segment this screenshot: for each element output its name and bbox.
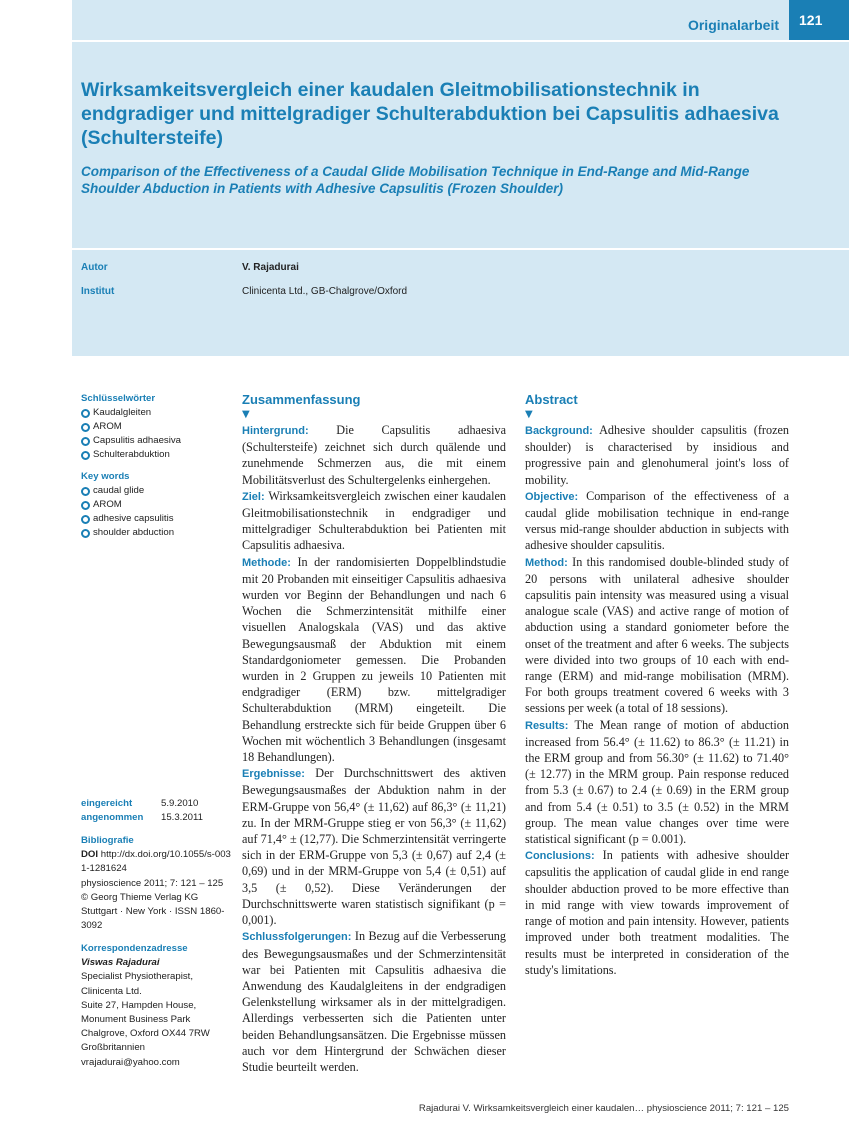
- section-text: Adhesive shoulder capsulitis (frozen shoulder) is characterised by insidious and progressive pain and glenohumeral joint's loss of mobility.: [525, 423, 789, 487]
- keyword: Capsulitis adhaesiva: [93, 435, 181, 446]
- section-paragraph: [525, 422, 789, 488]
- section-text: Wirksamkeitsvergleich zwischen einer kaudalen Gleitmobilisationstechnik in endgradiger und mittelgradiger Schulterabduktion bei Patienten mit Capsulitis adhaesiva.: [242, 488, 507, 553]
- article-subtitle: Comparison of the Effectiveness of a Caudal Glide Mobilisation Technique in End-Range and Mid-Range Shoulder Abduction in Patients with Adhesive Capsulitis (Frozen Shoulder): [81, 164, 750, 196]
- section-label: Objective:: [525, 490, 579, 503]
- keywords-sidebar: [81, 392, 231, 540]
- bullet-icon: [81, 529, 90, 538]
- received-date: 5.9.2010: [161, 798, 199, 809]
- address-line: Monument Business Park: [81, 1014, 191, 1026]
- keyword: AROM: [93, 499, 122, 510]
- correspondence-heading: Korrespondenzadresse: [81, 943, 188, 954]
- bibliography-heading: Bibliografie: [81, 835, 134, 846]
- section-label: Method:: [525, 556, 568, 569]
- list-item: [81, 406, 231, 420]
- accepted-row: [81, 811, 203, 825]
- keyword: Kaudalgleiten: [93, 407, 152, 418]
- section-label: Conclusions:: [525, 850, 595, 863]
- section-paragraph: [242, 488, 506, 554]
- list-item: [81, 512, 231, 526]
- list-item: [81, 498, 231, 512]
- institute-label: Institut: [81, 286, 115, 297]
- doi-label: DOI: [81, 849, 99, 861]
- accepted-label: angenommen: [81, 812, 144, 823]
- author-name: V. Rajadurai: [242, 262, 299, 273]
- address-line: Chalgrove, Oxford OX44 7RW: [81, 1028, 210, 1040]
- keyword: Schulterabduktion: [93, 449, 170, 460]
- section-paragraph: [242, 765, 506, 928]
- page-number: 121: [789, 0, 849, 40]
- section-label: Background:: [525, 425, 593, 437]
- keywords-en-heading: Key words: [81, 471, 130, 482]
- institute-name: Clinicenta Ltd., GB-Chalgrove/Oxford: [242, 286, 408, 297]
- triangle-down-icon: ▼: [242, 409, 250, 420]
- section-text: In der randomisierten Doppelblindstudie mit 20 Probanden mit einseitiger Capsulitis adhaesiva wurden vor Beginn der Behandlungen und nach 6 Wochen die Schmerzintensität mithilfe einer visuellen Analogskala (VAS) und das aktive Bewegungsausmaß der Abduktion mit einem Standardgoniometer gemessen. Die Probanden wurden in 2 Gruppen zu jeweils 10 Patienten mit endgradiger (ERM) bzw. mittelgradiger Schulterabduktion (MRM) eingeteilt. Die Behandlung erstreckte sich für beide Gruppen über 6 Wochen mit wöchentlich 3 Behandlungen (insgesamt 18 Behandlungen).: [242, 554, 506, 765]
- correspondence-block: [81, 942, 231, 1070]
- accepted-date: 15.3.2011: [161, 812, 203, 823]
- bullet-icon: [81, 451, 90, 460]
- section-paragraph: [242, 422, 506, 488]
- bullet-icon: [81, 423, 90, 432]
- section-text: In patients with adhesive shoulder capsulitis the application of caudal glide in end range shoulder abduction proved to be more effective than in mid range with view towards improvement of range of motion and pain intensity. However, patients improved under both treatment modalities. The results must be interpreted in consideration of the study's limitations.: [525, 848, 789, 977]
- section-text: In this randomised double-blinded study of 20 persons with unilateral adhesive shoulder capsulitis pain intensity was measured using a visual analogue scale (VAS) and active range of motion of abduction using a standard goniometer before the onset of the treatment and after 6 weeks. The subjects were divided into two groups of 10 each with end-range (ERM) and mid-range mobilisation (MRM). For both groups treatment covered 6 weeks with 3 sessions per week (a total of 18 sessions).: [525, 554, 789, 716]
- section-text: Die Capsulitis adhaesiva (Schultersteife) zeichnet sich durch quälende und zunehmende Schmerzen aus, die mit einem Mobilitätsverlust des Schultergelenks einhergehen.: [242, 423, 507, 487]
- keywords-de-heading: Schlüsselwörter: [81, 393, 156, 404]
- list-item: [81, 434, 231, 448]
- bullet-icon: [81, 437, 90, 446]
- section-label: Results:: [525, 719, 569, 732]
- section-paragraph: [242, 928, 506, 1075]
- journal-citation: physioscience 2011; 7: 121 – 125 © Georg Thieme Verlag KG Stuttgart · New York · ISSN 1860-3092: [81, 877, 225, 932]
- bullet-icon: [81, 487, 90, 496]
- email-link[interactable]: vrajadurai@yahoo.com: [81, 1056, 180, 1068]
- doi-line: [81, 848, 231, 876]
- section-paragraph: [525, 717, 789, 848]
- keyword: shoulder abduction: [93, 527, 175, 538]
- list-item: [81, 448, 231, 462]
- triangle-down-icon: ▼: [525, 409, 533, 420]
- author-label: Autor: [81, 262, 108, 273]
- abstract-column: [525, 392, 789, 978]
- section-paragraph: [525, 488, 789, 554]
- section-paragraph: [525, 847, 789, 978]
- section-label: Originalarbeit: [687, 17, 779, 33]
- section-paragraph: [525, 554, 789, 717]
- keywords-de-list: [81, 406, 231, 462]
- bullet-icon: [81, 501, 90, 510]
- zusammenfassung-column: [242, 392, 506, 1075]
- list-item: [81, 484, 231, 498]
- keyword: AROM: [93, 421, 122, 432]
- list-item: [81, 420, 231, 434]
- received-label: eingereicht: [81, 798, 133, 809]
- section-label: Ergebnisse:: [242, 768, 305, 781]
- section-label: Schlussfolgerungen:: [242, 931, 352, 944]
- correspondence-name: Viswas Rajadurai: [81, 957, 160, 969]
- page-footer: Rajadurai V. Wirksamkeitsvergleich einer kaudalen… physioscience 2011; 7: 121 – 125: [418, 1103, 789, 1114]
- keywords-en-list: [81, 484, 231, 540]
- list-item: [81, 526, 231, 540]
- section-text: The Mean range of motion of abduction increased from 56.4° (± 11.62) to 86.3° (± 11.21) in the ERM group and from 56.30° (± 11.62) to 71.40° (± 12.77) in the MRM group. Pain response reduced from 5.3 (± 0.67) to 2.4 (± 0.69) in the ERM group and from 5.4 (± 0.51) to 3.5 (± 0.52) in the MRM group. The mean value changes over time were statistical significant (p = 0.001).: [525, 717, 789, 847]
- section-text: Der Durchschnittswert des aktiven Bewegungsausmaßes der Abduktion nahm in der ERM-Gruppe von 56,4° (± 11,62) auf 86,3° (± 11,21) zu. In der MRM-Gruppe stieg er von 56,3° (± 11,62) auf 71,4° ± (12,77). Die Schmerzintensität verringerte sich in der ERM-Gruppe von 5,3 (± 0,67) auf 2,4 (± 0,69) und in der MRM-Gruppe von 5,4 (± 0,51) auf 3,5 (± 0,52). Diese Veränderungen der Durchschnittswerte waren statistisch signifikant (p = 0,001).: [242, 766, 506, 928]
- section-paragraph: [242, 554, 506, 766]
- zusammenfassung-heading: Zusammenfassung: [242, 392, 361, 407]
- section-text: Comparison of the effectiveness of a caudal glide mobilisation technique in end-range versus mid-range shoulder abduction in subjects with adhesive shoulder capsulitis.: [525, 488, 789, 553]
- address-line: Suite 27, Hampden House,: [81, 999, 197, 1011]
- section-label: Ziel:: [242, 490, 265, 503]
- address-line: Clinicenta Ltd.: [81, 985, 142, 997]
- address-line: Specialist Physiotherapist,: [81, 971, 193, 983]
- received-row: [81, 797, 203, 811]
- header-divider: [72, 40, 849, 42]
- keyword: adhesive capsulitis: [93, 513, 174, 524]
- address-line: Großbritannien: [81, 1042, 145, 1054]
- section-text: In Bezug auf die Verbesserung des Bewegungsausmaßes und der Schmerzintensität war bei Patienten mit Capsulitis adhaesiva die Anwendung des Kaudalgleitens in der endgradigen Gelenkstellung wirksamer als in der mittelgradigen. Allerdings verbesserten sich die Patienten unter beiden Behandlungsansätzen. Die Ergebnisse müssen auch vor dem Hintergrund der Schwächen dieser Studie beurteilt werden.: [242, 929, 506, 1074]
- bibliography-block: [81, 834, 231, 933]
- submission-dates: [81, 797, 203, 825]
- abstract-heading: Abstract: [525, 392, 578, 407]
- bullet-icon: [81, 409, 90, 418]
- bullet-icon: [81, 515, 90, 524]
- article-title: Wirksamkeitsvergleich einer kaudalen Gleitmobilisationstechnik in endgradiger und mittelgradiger Schulterabduktion bei Capsulitis adhaesiva (Schultersteife): [81, 79, 779, 149]
- section-label: Methode:: [242, 556, 291, 569]
- doi-link[interactable]: http://dx.doi.org/10.1055/s-0031-1281624: [81, 849, 231, 875]
- title-divider: [72, 248, 849, 250]
- section-label: Hintergrund:: [242, 425, 309, 437]
- keyword: caudal glide: [93, 485, 145, 496]
